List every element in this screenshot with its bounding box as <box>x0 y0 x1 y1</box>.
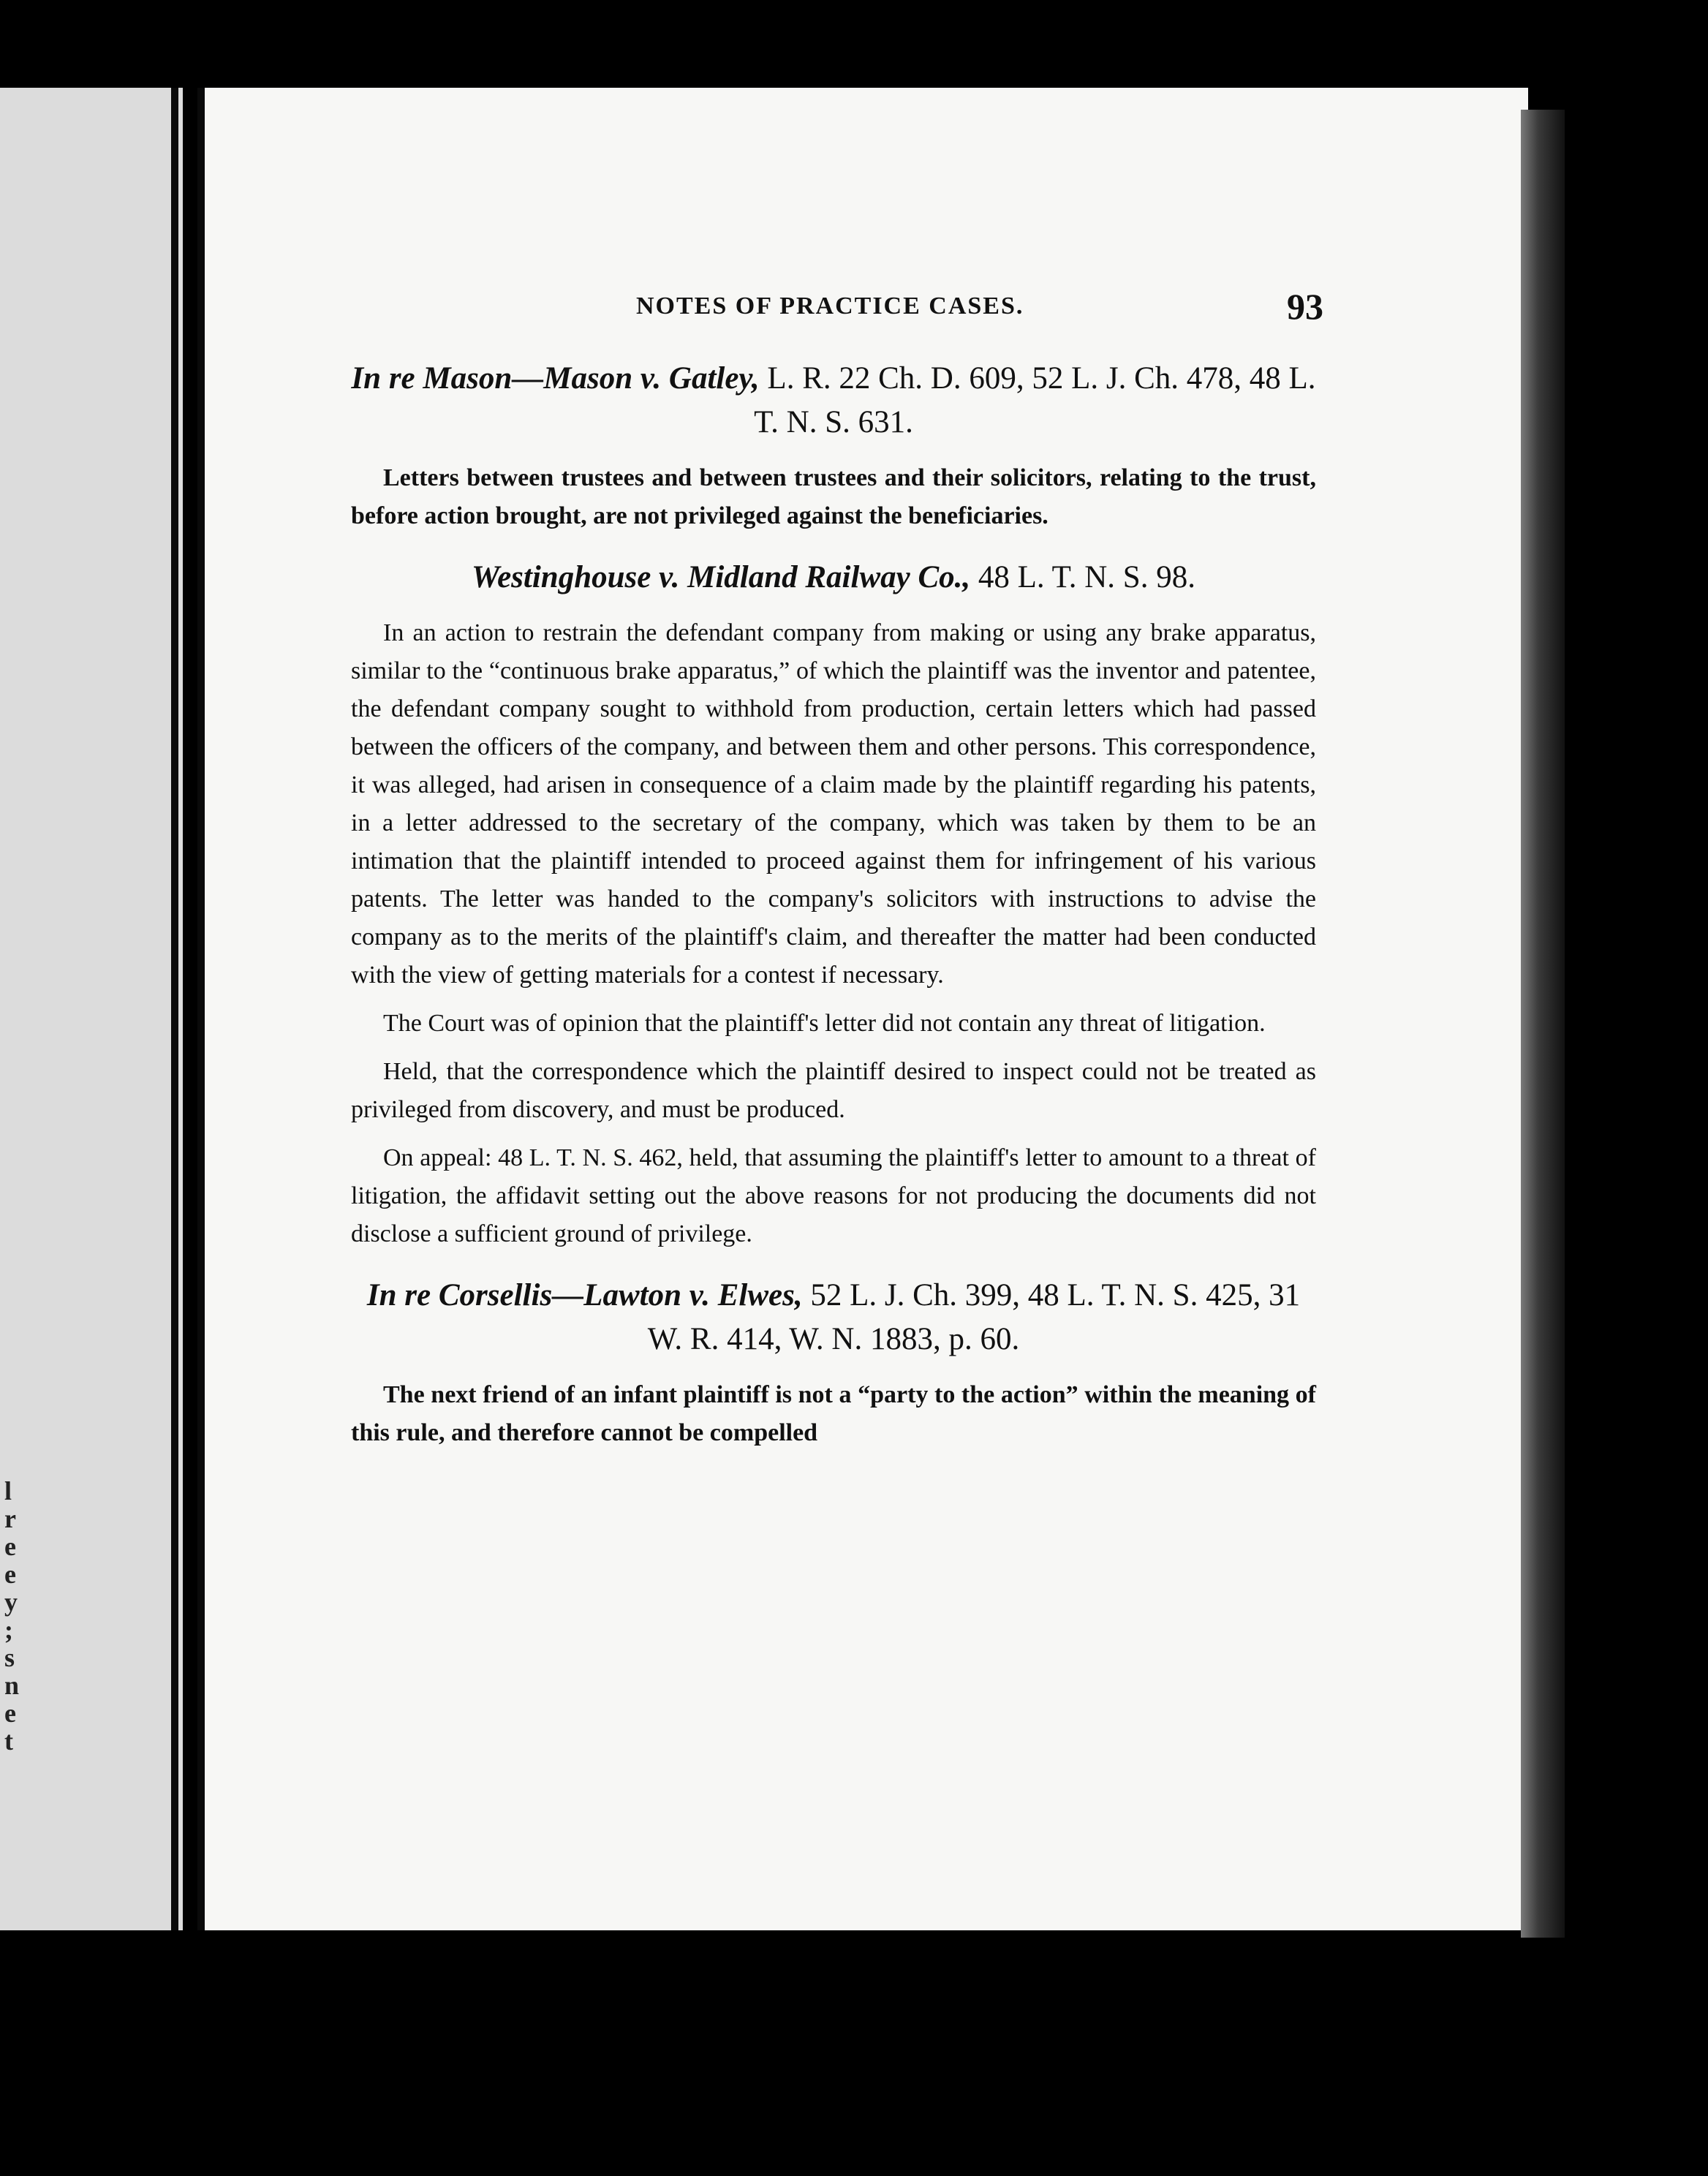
case-paragraph: The Court was of opinion that the plaintiff's letter did not contain any threat of litigation. <box>383 1010 1266 1037</box>
page-number: 93 <box>1287 286 1323 327</box>
edge-letter: e <box>4 1560 16 1589</box>
case-citation: 52 L. J. Ch. 399, 48 L. T. N. S. 425, 31 W. R. 414, W. N. 1883, p. 60. <box>647 1278 1301 1356</box>
case-citation: 48 L. T. N. S. 98. <box>970 560 1195 594</box>
page-stack-edge <box>1521 110 1565 1938</box>
case-parties: In re Mason—Mason v. Gatley, <box>351 361 760 396</box>
case-heading <box>351 556 1316 600</box>
case-paragraph: The next friend of an infant plaintiff is not a “party to the action” within the meaning of this rule, and therefore cannot be compelled <box>351 1381 1316 1446</box>
edge-letter: n <box>4 1671 20 1700</box>
edge-letter: s <box>4 1643 15 1672</box>
case-paragraph: Letters between trustees and between trustees and their solicitors, relating to the trust, before action brought, are not privileged against the beneficiaries. <box>351 464 1316 529</box>
running-title: NOTES OF PRACTICE CASES. <box>636 292 1024 320</box>
edge-letter: ; <box>4 1615 13 1644</box>
edge-letter: t <box>4 1726 13 1756</box>
edge-letter: e <box>4 1699 16 1728</box>
edge-letter: y <box>4 1587 18 1617</box>
case-citation: L. R. 22 Ch. D. 609, 52 L. J. Ch. 478, 48 L. T. N. S. 631. <box>754 361 1316 439</box>
case-heading <box>351 1274 1316 1361</box>
case-heading <box>351 357 1316 445</box>
page-content <box>351 285 1323 1462</box>
case-westinghouse-v-midland-railway <box>351 556 1316 1253</box>
running-head <box>351 285 1323 336</box>
case-mason-v-gatley <box>351 357 1316 535</box>
case-parties: Westinghouse v. Midland Railway Co., <box>472 560 971 594</box>
edge-letter: e <box>4 1532 16 1561</box>
case-paragraph: On appeal: 48 L. T. N. S. 462, held, that assuming the plaintiff's letter to amount to a threat of litigation, the affidavit setting out the above reasons for not producing the documents did not disclose a sufficient ground of privilege. <box>351 1144 1316 1247</box>
previous-page-edge <box>0 88 183 1930</box>
book-page <box>197 88 1528 1930</box>
gutter-shadow <box>171 88 178 1930</box>
case-corsellis-lawton-v-elwes <box>351 1274 1316 1452</box>
case-paragraph: Held, that the correspondence which the plaintiff desired to inspect could not be treated as privileged from discovery, and must be produced. <box>351 1058 1316 1123</box>
edge-letter: r <box>4 1504 16 1533</box>
case-parties: In re Corsellis—Lawton v. Elwes, <box>366 1278 803 1312</box>
case-paragraph: In an action to restrain the defendant company from making or using any brake apparatus, similar to the “continuous brake apparatus,” of which the plaintiff was the inventor and patentee, the defendant company sought to withhold from production, certain letters which had passed between the officers of the company, and between them and other persons. This correspondence, it was alleged, had arisen in consequence of a claim made by the plaintiff regarding his patents, in a letter addressed to the secretary of the company, which was taken by them to be an intimation that the plaintiff intended to proceed against them for infringement of his various patents. The letter was handed to the company's solicitors with instructions to advise the company as to the merits of the plaintiff's claim, and thereafter the matter had been conducted with the view of getting materials for a contest if necessary. <box>351 619 1316 989</box>
edge-letter: l <box>4 1476 12 1506</box>
previous-page-text-fragments <box>4 1477 26 1755</box>
